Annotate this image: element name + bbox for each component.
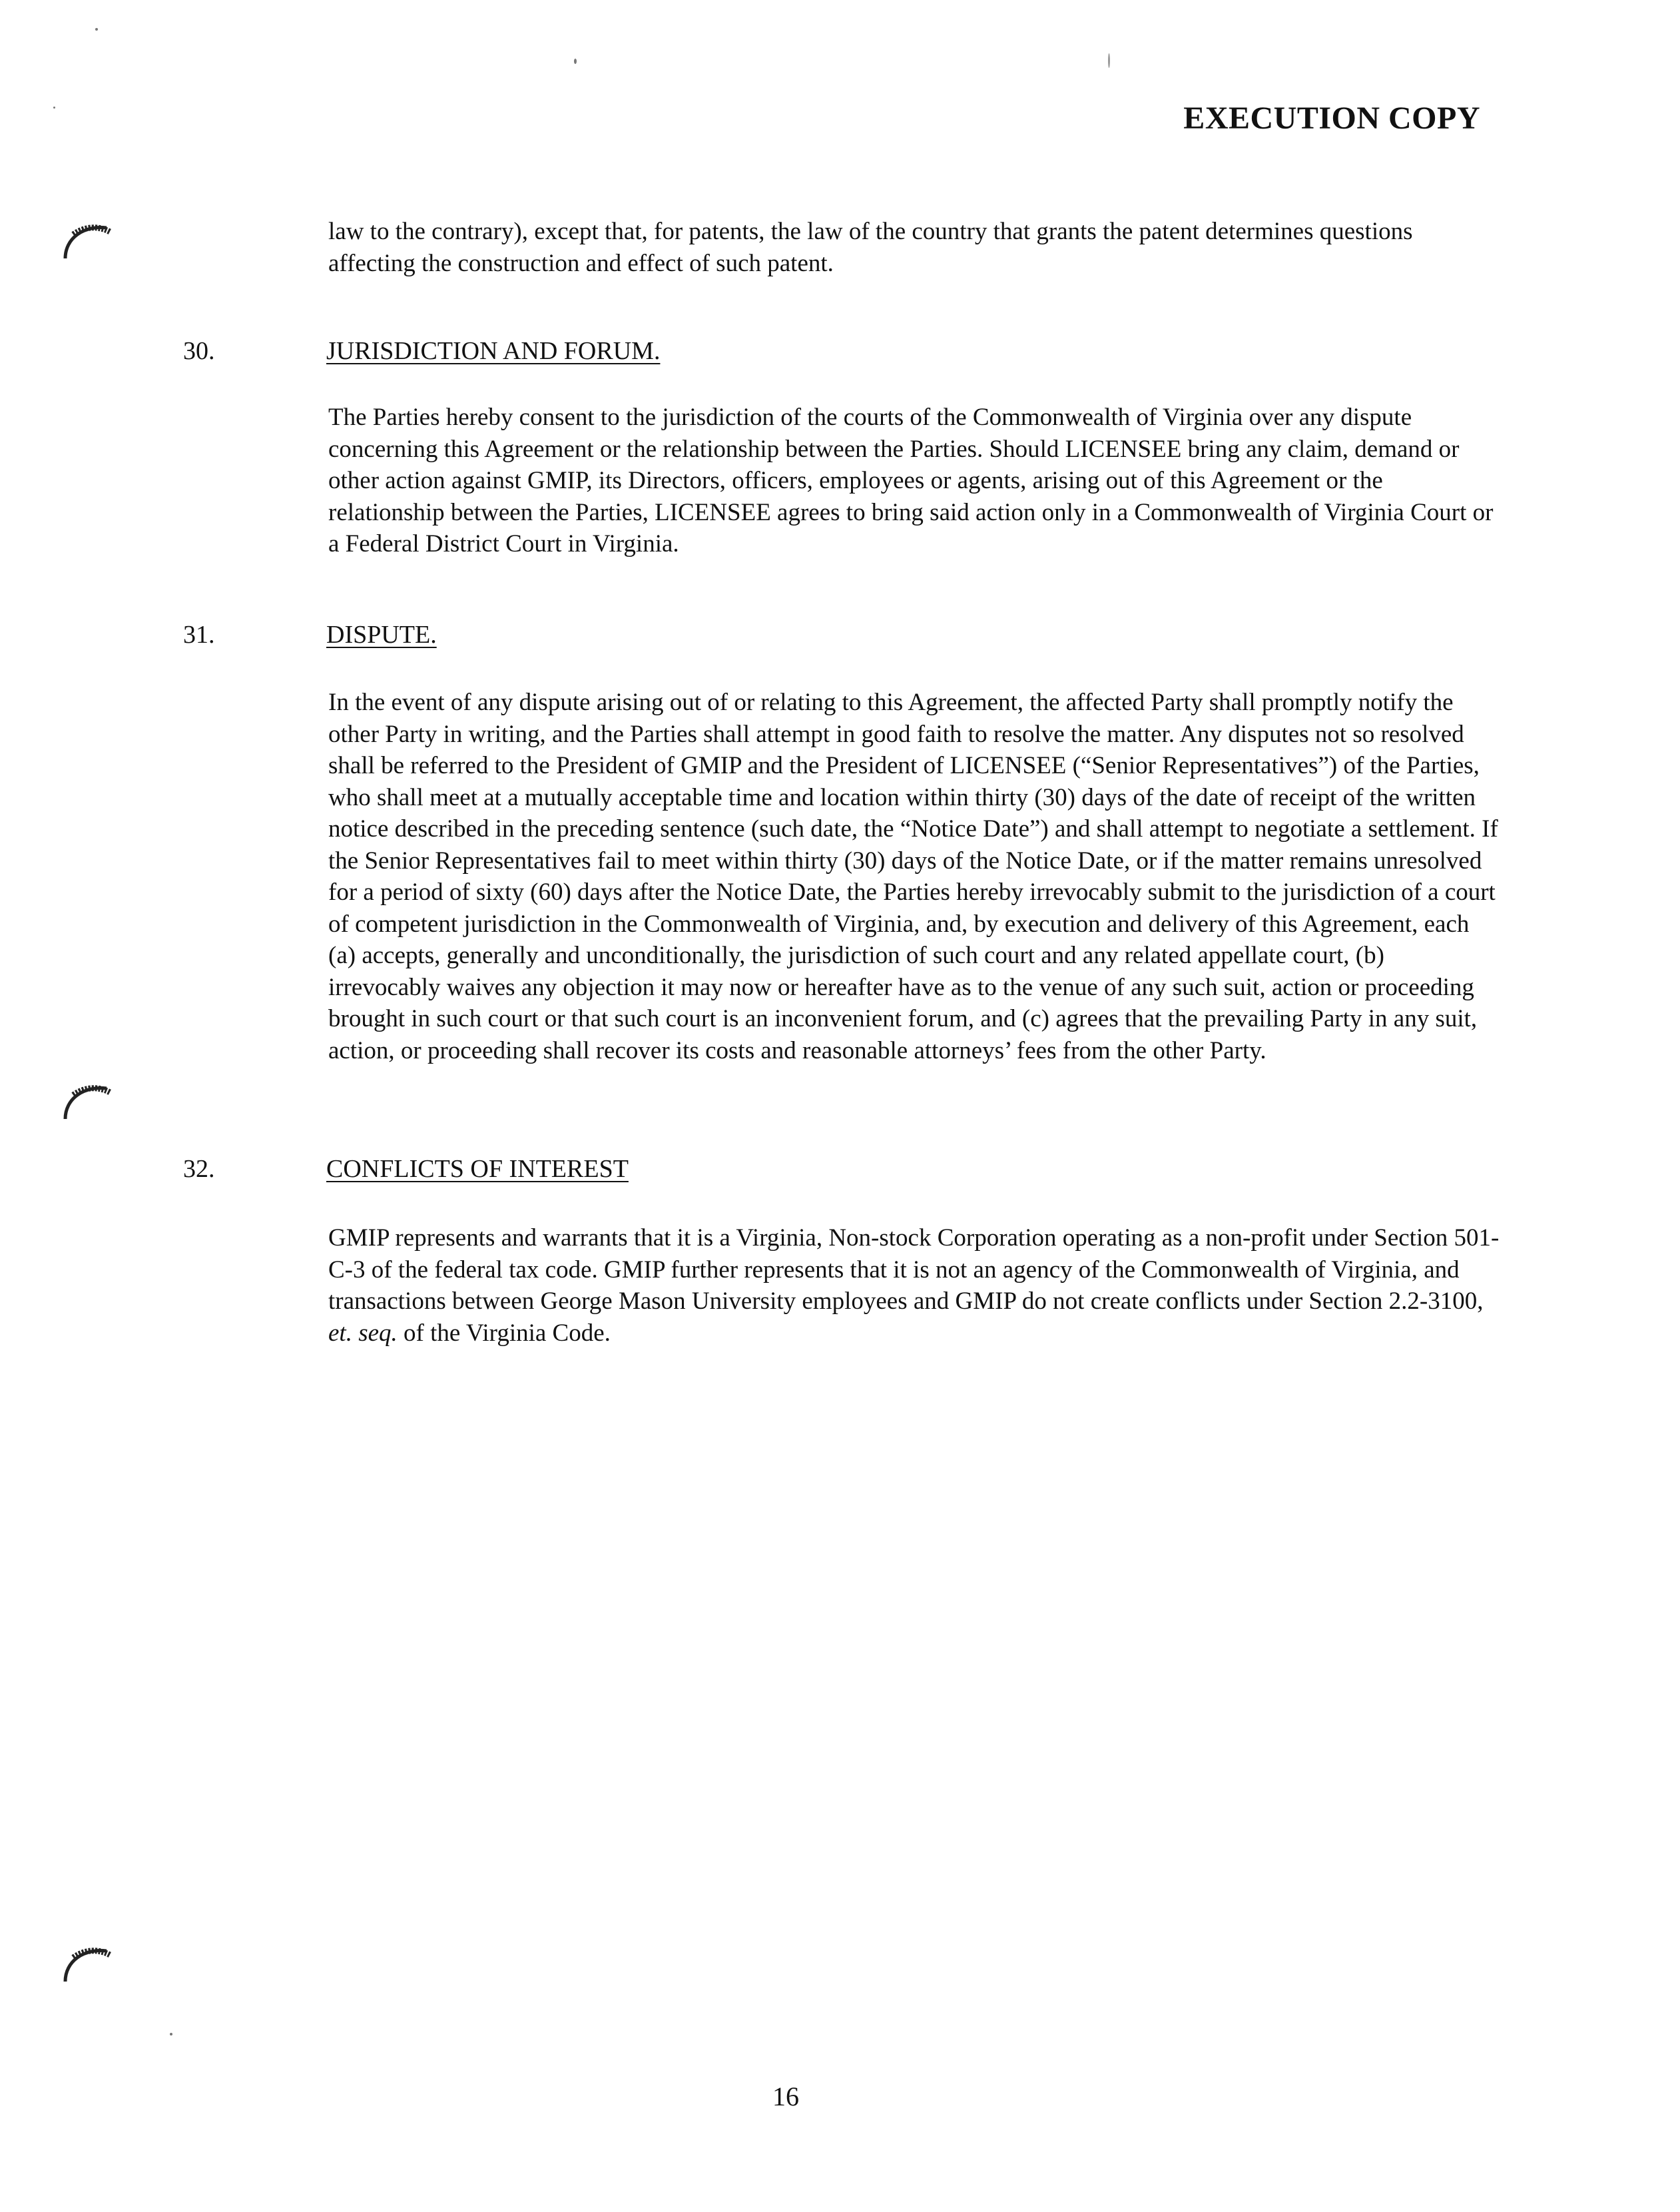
- section-31-number: 31.: [183, 621, 215, 649]
- section-30-body: [328, 402, 1500, 560]
- section-32-text: [328, 1222, 1500, 1349]
- scan-speck: [95, 28, 98, 31]
- section-32-number: 32.: [183, 1155, 215, 1183]
- section-30-text: The Parties hereby consent to the jurisdiction of the courts of the Commonwealth of Virginia over any dispute concerning this Agreement or the relationship between the Parties. Should LICENSEE bring any claim, demand or other action against GMIP, its Directors, officers, employees or agents, arising out of this Agreement or the relationship between the Parties, LICENSEE agrees to bring said action only in a Commonwealth of Virginia Court or a Federal District Court in Virginia.: [328, 404, 1494, 557]
- scan-speck: [574, 59, 577, 64]
- continuation-text: law to the contrary), except that, for patents, the law of the country that grants the patent determines questions affecting the construction and effect of such patent.: [328, 218, 1413, 277]
- section-32-text-end: of the Virginia Code.: [397, 1319, 611, 1347]
- scan-speck: [53, 107, 55, 109]
- punch-hole-mark-icon: [53, 1072, 127, 1146]
- section-31-text: In the event of any dispute arising out of or relating to this Agreement, the affected Party shall promptly notify the other Party in writing, and the Parties shall attempt in good faith to resolve the matter. Any disputes not so resolved shall be referred to the President of GMIP and the President of LICENSEE (“Senior Representatives”) of the Parties, who shall meet at a mutually acceptable time and location within thirty (30) days of the date of receipt of the written notice described in the preceding sentence (such date, the “Notice Date”) and shall attempt to negotiate a settlement. If the Senior Representatives fail to meet within thirty (30) days of the Notice Date, or if the matter remains unresolved for a period of sixty (60) days after the Notice Date, the Parties hereby irrevocably submit to the jurisdiction of a court of competent jurisdiction in the Commonwealth of Virginia, and, by execution and delivery of this Agreement, each (a) accepts, generally and unconditionally, the jurisdiction of such court and any related appellate court, (b) irrevocably waives any objection it may now or hereafter have as to the venue of any such suit, action or proceeding brought in such court or that such court is an inconvenient forum, and (c) agrees that the prevailing Party in any suit, action, or proceeding shall recover its costs and reasonable attorneys’ fees from the other Party.: [328, 689, 1498, 1064]
- punch-hole-mark-icon: [53, 212, 127, 285]
- execution-copy-label: EXECUTION COPY: [1183, 101, 1480, 136]
- scan-speck: [170, 2033, 172, 2035]
- punch-hole-mark-icon: [53, 1935, 127, 2008]
- section-30-title: JURISDICTION AND FORUM.: [326, 337, 661, 365]
- et-seq-italic: et. seq.: [328, 1319, 398, 1347]
- section-31-title: DISPUTE.: [326, 621, 437, 649]
- section-32-title: CONFLICTS OF INTEREST: [326, 1155, 629, 1183]
- section-32-body: [328, 1222, 1500, 1349]
- section-31-body: [328, 687, 1500, 1066]
- page-number: 16: [772, 2081, 799, 2111]
- scan-speck: [1108, 53, 1110, 68]
- section-30-number: 30.: [183, 337, 215, 365]
- continuation-paragraph: [328, 216, 1500, 279]
- section-32-text-part: GMIP represents and warrants that it is a Virginia, Non-stock Corporation operating as a non-profit under Section 501-C-3 of the federal tax code. GMIP further represents that it is not an agency of the Commonwealth of Virginia, and transactions between George Mason University employees and GMIP do not create conflicts under Section 2.2-3100,: [328, 1224, 1500, 1315]
